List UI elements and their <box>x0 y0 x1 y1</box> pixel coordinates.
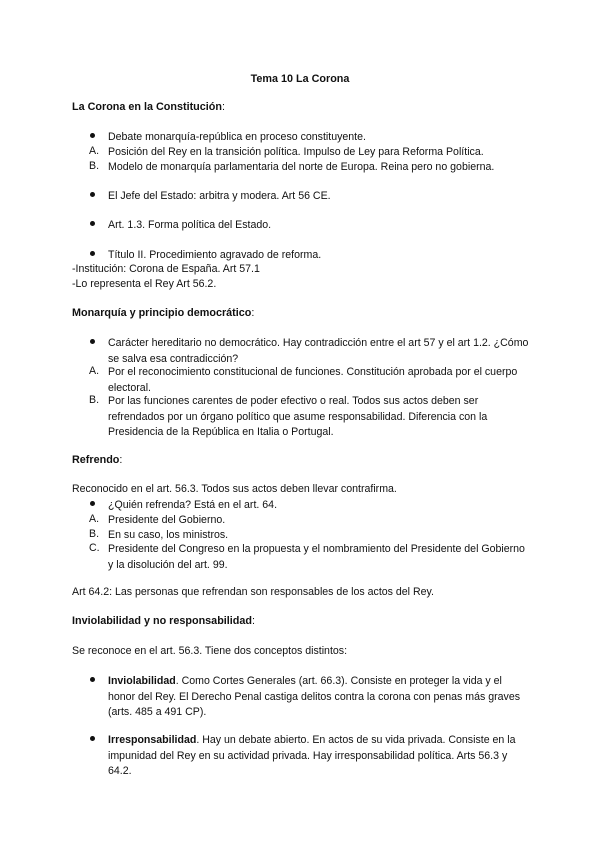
list-marker: B. <box>89 394 100 406</box>
list-item <box>89 674 529 721</box>
bullet-marker <box>89 733 103 745</box>
heading-colon: : <box>119 454 123 466</box>
list-marker: C. <box>89 542 100 554</box>
heading-text: Refrendo <box>72 454 120 466</box>
section-heading-refrendo <box>72 454 122 466</box>
list-item <box>89 498 529 514</box>
list-item <box>89 542 529 573</box>
list-item-text: Presidente del Gobierno. <box>108 514 226 526</box>
list-marker: B. <box>89 160 100 172</box>
list-item <box>89 160 529 176</box>
heading-colon: : <box>251 615 255 627</box>
list-item-text: El Jefe del Estado: arbitra y modera. Art 56 CE. <box>108 190 331 202</box>
bullet-marker <box>89 336 103 348</box>
list-item-text: Posición del Rey en la transición política. Impulso de Ley para Reforma Política. <box>108 146 484 158</box>
bullet-marker <box>89 248 103 260</box>
list-item-text: Carácter hereditario no democrático. Hay contradicción entre el art 57 y el art 1.2. ¿Cómo se salva esa contradicción? <box>108 337 529 365</box>
list-item <box>89 130 529 146</box>
list-item <box>89 218 529 234</box>
heading-text: Inviolabilidad y no responsabilidad <box>72 615 252 627</box>
list-item <box>89 513 529 529</box>
list-item-text: Por el reconocimiento constitucional de funciones. Constitución aprobada por el cuerpo electoral. <box>108 366 518 394</box>
list-marker: A. <box>89 365 100 377</box>
list-marker: B. <box>89 528 100 540</box>
text-line: -Lo representa el Rey Art 56.2. <box>72 278 217 290</box>
list-item-text <box>108 733 529 780</box>
list-item <box>89 733 529 780</box>
list-marker: A. <box>89 145 100 157</box>
document-title: Tema 10 La Corona <box>250 73 350 85</box>
section-heading-inviolabilidad <box>72 615 255 627</box>
bullet-marker <box>89 498 103 510</box>
term-description: . Como Cortes Generales (art. 66.3). Consiste en proteger la vida y el honor del Rey. El Derecho Penal castiga delitos contra la corona con penas más graves (arts. 485 a 491 CP). <box>108 675 521 718</box>
text-line: Art 64.2: Las personas que refrendan son responsables de los actos del Rey. <box>72 586 434 598</box>
list-item <box>89 394 529 441</box>
text-line: -Institución: Corona de España. Art 57.1 <box>72 263 260 275</box>
list-item <box>89 189 529 205</box>
list-item-text: Debate monarquía-república en proceso constituyente. <box>108 131 366 143</box>
list-item-text: Modelo de monarquía parlamentaria del norte de Europa. Reina pero no gobierna. <box>108 161 495 173</box>
bullet-marker <box>89 130 103 142</box>
list-item <box>89 248 529 264</box>
bullet-marker <box>89 218 103 230</box>
text-line: Reconocido en el art. 56.3. Todos sus actos deben llevar contrafirma. <box>72 483 397 495</box>
list-item-text: Presidente del Congreso en la propuesta y el nombramiento del Presidente del Gobierno y la disolución del art. 99. <box>108 543 525 571</box>
list-item <box>89 336 529 367</box>
bullet-marker <box>89 189 103 201</box>
list-marker: A. <box>89 513 100 525</box>
list-item-text <box>108 674 529 721</box>
section-heading-constitucion <box>72 101 225 113</box>
term-bold: Irresponsabilidad <box>108 734 197 746</box>
text-line: Se reconoce en el art. 56.3. Tiene dos conceptos distintos: <box>72 645 348 657</box>
list-item-text: Título II. Procedimiento agravado de reforma. <box>108 249 322 261</box>
list-item-text: ¿Quién refrenda? Está en el art. 64. <box>108 499 278 511</box>
heading-colon: : <box>221 101 225 113</box>
section-heading-monarquia <box>72 307 254 319</box>
heading-text: Monarquía y principio democrático <box>72 307 252 319</box>
heading-colon: : <box>251 307 255 319</box>
list-item-text: En su caso, los ministros. <box>108 529 229 541</box>
term-description: . Hay un debate abierto. En actos de su vida privada. Consiste en la impunidad del Rey en su actividad privada. Hay irresponsabilidad política. Arts 56.3 y 64.2. <box>108 734 516 777</box>
list-item-text: Art. 1.3. Forma política del Estado. <box>108 219 272 231</box>
heading-text: La Corona en la Constitución <box>72 101 222 113</box>
bullet-marker <box>89 674 103 686</box>
term-bold: Inviolabilidad <box>108 675 176 687</box>
list-item <box>89 145 529 161</box>
list-item <box>89 365 529 396</box>
list-item-text: Por las funciones carentes de poder efectivo o real. Todos sus actos deben ser refrendados por un órgano político que asume responsabilidad. Diferencia con la Presidencia de la República en Italia o Portugal. <box>108 395 488 438</box>
